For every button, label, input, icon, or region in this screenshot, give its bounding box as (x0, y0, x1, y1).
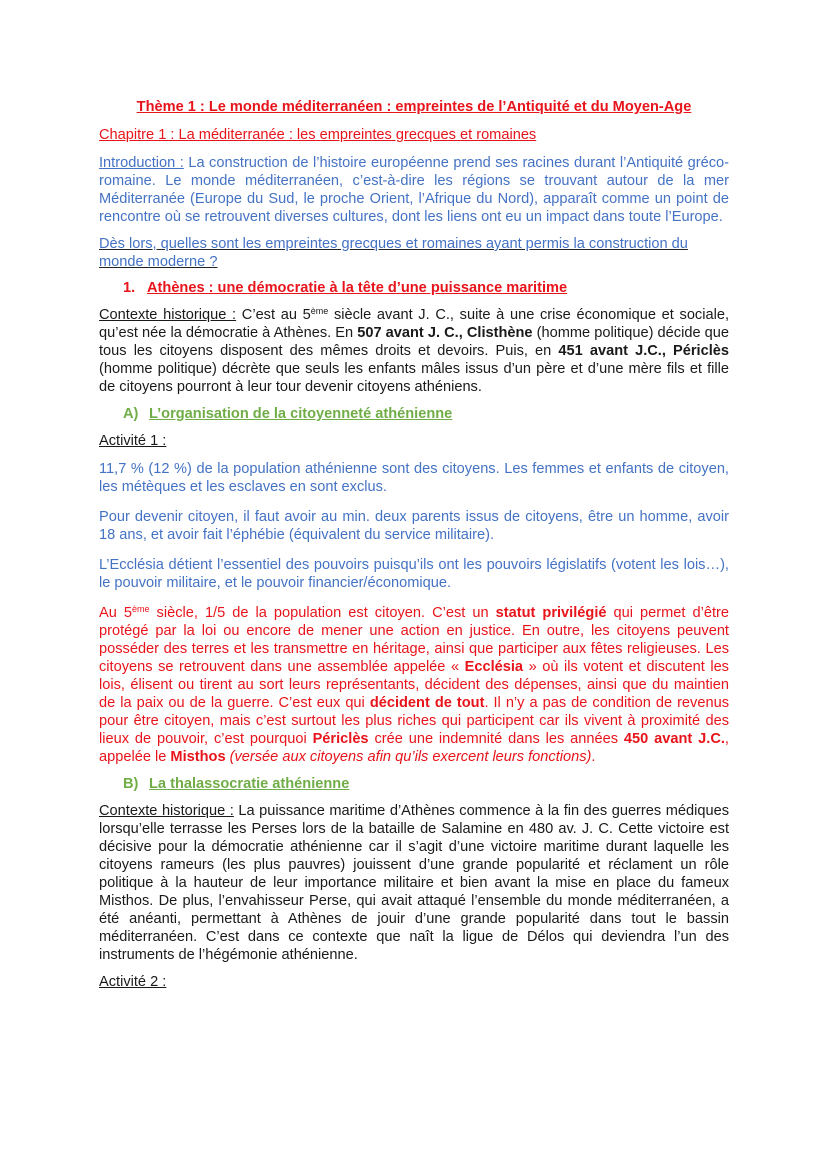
chapter-title: Chapitre 1 : La méditerranée : les empreintes grecques et romaines (99, 127, 537, 143)
context-label: Contexte historique : (99, 803, 234, 819)
subsection-b-context: Contexte historique : La puissance maritime d’Athènes commence à la fin des guerres médiques lorsqu’elle terrasse les Perses lors de la bataille de Salamine en 480 av. J. C. Cette victoire est décisive pour la démocratie athénienne car il s’agit d’une victoire maritime durant laquelle les citoyens rameurs (les plus pauvres) jouissent d’une grande popularité et réclament un rôle politique à la hauteur de leur importance militaire et bien avant la mise en place du fameux Misthos. De plus, l’envahisseur Perse, qui avait attaqué l’ensemble du monde méditerranéen, a été anéanti, permettant à Athènes de jouir d’une grande popularité dans tout le bassin méditerranéen. C’est dans ce contexte que naît la ligue de Délos qui deviendra l’un des instruments de l’hégémonie athénienne. (99, 803, 730, 963)
activity-1-answer: L’Ecclésia détient l’essentiel des pouvoirs puisqu’ils ont les pouvoirs législatifs (votent les lois…), le pouvoir militaire, et le pouvoir financier/économique. (99, 557, 729, 591)
introduction-paragraph (99, 154, 729, 226)
document-page (99, 98, 729, 1001)
subsection-a-summary: Au 5ème siècle, 1/5 de la population est citoyen. C’est un statut privilégié qui permet d’être protégé par la loi ou encore de mener une action en justice. En outre, les citoyens peuvent posséder des terres et les transmettre en héritage, ainsi que participer aux fêtes religieuses. Les citoyens se retrouvent dans une assemblée appelée « Ecclésia » où ils votent et discutent les lois, élisent ou tirent au sort leurs représentants, décident des dépenses, ainsi que du maintien de la paix ou de la guerre. C’est eux qui décident de tout. Il n’y a pas de condition de revenus pour être citoyen, mais c’est surtout les plus riches qui participent car ils vivent à proximité des lieux de pouvoir, c’est pourquoi Périclès crée une indemnité dans les années 450 avant J.C., appelée le Misthos (versée aux citoyens afin qu’ils exercent leurs fonctions). (99, 604, 729, 765)
subsection-a-title: L’organisation de la citoyenneté athénienne (149, 406, 453, 422)
subsection-b-letter: B) (123, 776, 139, 792)
subsection-a-letter: A) (123, 406, 139, 422)
activity-1-label: Activité 1 : (99, 433, 167, 449)
subsection-b-heading (99, 775, 729, 793)
theme-title: Thème 1 : Le monde méditerranéen : empreintes de l’Antiquité et du Moyen-Age (136, 99, 692, 115)
activity-1-answer: 11,7 % (12 %) de la population athénienne sont des citoyens. Les femmes et enfants de citoyen, les métèques et les esclaves en sont exclus. (99, 461, 729, 495)
section-1-context: Contexte historique : C’est au 5ème siècle avant J. C., suite à une crise économique et sociale, qu’est née la démocratie à Athènes. En 507 avant J. C., Clisthène (homme politique) décide que tous les citoyens disposent des mêmes droits et devoirs. Puis, en 451 avant J.C., Périclès (homme politique) décrète que seuls les enfants mâles issus d’un père et d’une mère fils et fille de citoyens pourront à leur tour devenir citoyens athéniens. (99, 306, 729, 395)
context-label: Contexte historique : (99, 307, 237, 323)
section-1-number: 1. (123, 280, 136, 296)
activity-2-label: Activité 2 : (99, 974, 167, 990)
introduction-label: Introduction : (99, 155, 184, 171)
section-1-title: Athènes : une démocratie à la tête d’une puissance maritime (147, 280, 568, 296)
section-1-heading (99, 279, 729, 297)
activity-1-answer: Pour devenir citoyen, il faut avoir au min. deux parents issus de citoyens, être un homme, avoir 18 ans, et avoir fait l’éphébie (équivalent du service militaire). (99, 509, 729, 543)
introduction-text: La construction de l’histoire européenne prend ses racines durant l’Antiquité gréco-romaine. Le monde méditerranéen, c’est-à-dire les régions se trouvant autour de la mer Méditerranée (Europe du Sud, le proche Orient, l’Afrique du Nord), apparaît comme un point de rencontre où se retrouvent diverses cultures, dont les liens ont eu un impact dans toute l’Europe. (99, 155, 730, 225)
subsection-b-title: La thalassocratie athénienne (149, 776, 350, 792)
subsection-a-heading (99, 405, 729, 423)
problem-question: Dès lors, quelles sont les empreintes grecques et romaines ayant permis la construction du monde moderne ? (99, 236, 688, 270)
